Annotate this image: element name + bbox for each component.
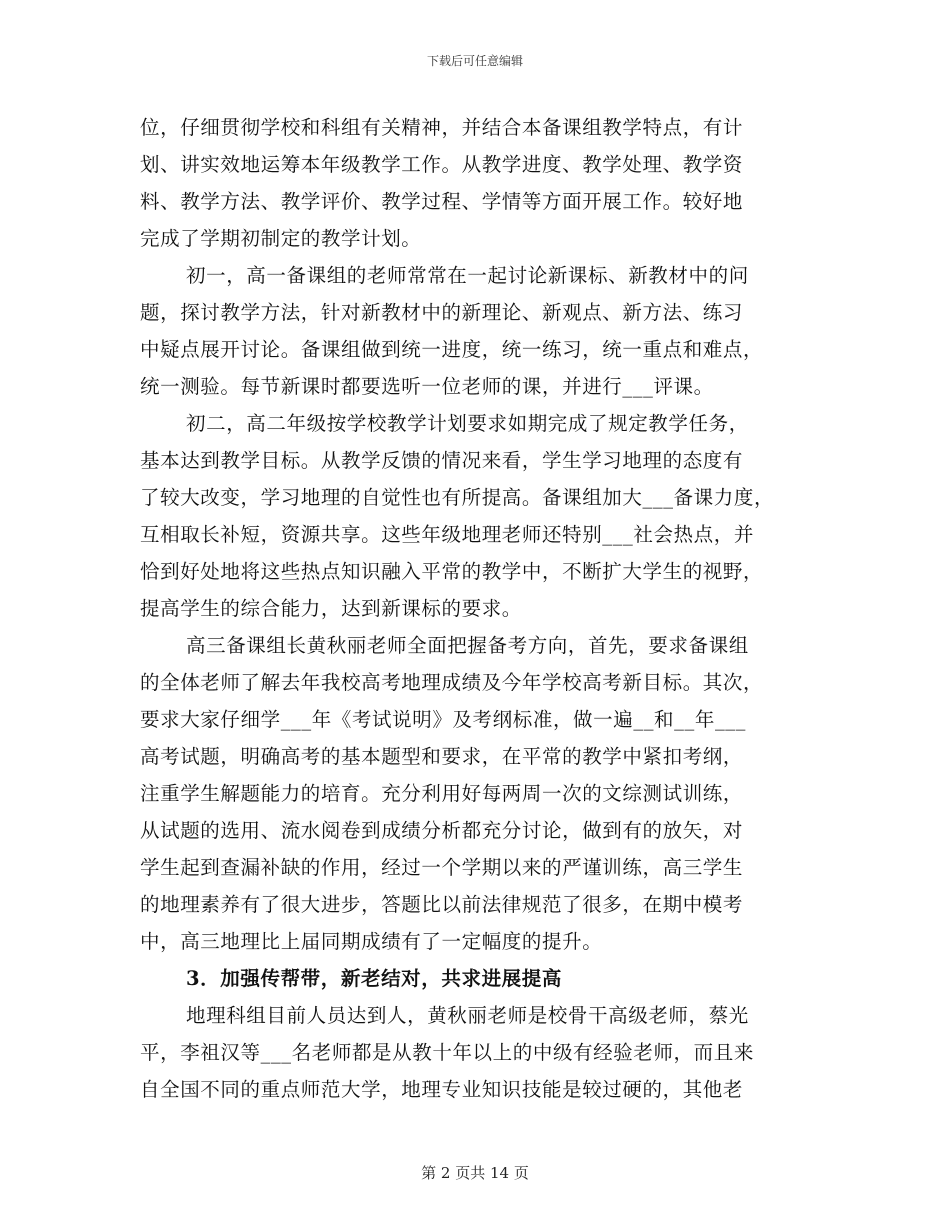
text-line: 高考试题，明确高考的基本题型和要求，在平常的教学中紧扣考纲， (140, 745, 744, 768)
text-line: 的地理素养有了很大进步，答题比以前法律规范了很多，在期中模考 (140, 893, 744, 916)
text-line: 题，探讨教学方法，针对新教材中的新理论、新观点、新方法、练习 (140, 301, 744, 324)
text-line: 地理科组目前人员达到人，黄秋丽老师是校骨干高级老师，蔡光 (186, 1004, 749, 1027)
text-line: 基本达到教学目标。从教学反馈的情况来看，学生学习地理的态度有 (140, 449, 744, 472)
text-line: 互相取长补短，资源共享。这些年级地理老师还特别___社会热点，并 (140, 523, 754, 546)
text-line: 从试题的选用、流水阅卷到成绩分析都充分讨论，做到有的放矢，对 (140, 819, 744, 842)
text-line: 了较大改变，学习地理的自觉性也有所提高。备课组加大___备课力度， (140, 486, 775, 509)
text-line: 划、讲实效地运筹本年级教学工作。从教学进度、教学处理、教学资 (140, 153, 744, 176)
text-line: 平，李祖汉等___名老师都是从教十年以上的中级有经验老师，而且来 (140, 1041, 754, 1064)
text-line: 位，仔细贯彻学校和科组有关精神，并结合本备课组教学特点，有计 (140, 116, 744, 139)
text-line: 中，高三地理比上届同期成绩有了一定幅度的提升。 (140, 930, 603, 953)
text-line: 料、教学方法、教学评价、教学过程、学情等方面开展工作。较好地 (140, 190, 744, 213)
text-line: 学生起到查漏补缺的作用，经过一个学期以来的严谨训练，高三学生 (140, 856, 744, 879)
text-line: 初一，高一备课组的老师常常在一起讨论新课标、新教材中的问 (186, 264, 749, 287)
text-line: 高三备课组长黄秋丽老师全面把握备考方向，首先，要求备课组 (186, 634, 749, 657)
text-line: 完成了学期初制定的教学计划。 (140, 227, 422, 250)
text-line: 注重学生解题能力的培育。充分利用好每两周一次的文综测试训练， (140, 782, 744, 805)
text-line: 提高学生的综合能力，达到新课标的要求。 (140, 597, 522, 620)
text-line: 恰到好处地将这些热点知识融入平常的教学中，不断扩大学生的视野， (140, 560, 764, 583)
text-line: 中疑点展开讨论。备课组做到统一进度，统一练习，统一重点和难点， (140, 338, 764, 361)
text-line: 初二，高二年级按学校教学计划要求如期完成了规定教学任务， (186, 412, 749, 435)
page-header: 下载后可任意编辑 (426, 54, 523, 68)
section-heading: 3．加强传帮带，新老结对，共求进展提高 (186, 967, 562, 990)
page-number-footer: 第 2 页共 14 页 (421, 1164, 529, 1182)
text-line: 自全国不同的重点师范大学，地理专业知识技能是较过硬的，其他老 (140, 1078, 744, 1101)
document-body (140, 109, 820, 1108)
text-line: 的全体老师了解去年我校高考地理成绩及今年学校高考新目标。其次， (140, 671, 764, 694)
text-line: 要求大家仔细学___年《考试说明》及考纲标准，做一遍__和__年___ (140, 708, 746, 731)
text-line: 统一测验。每节新课时都要选听一位老师的课，并进行___评课。 (140, 375, 714, 398)
